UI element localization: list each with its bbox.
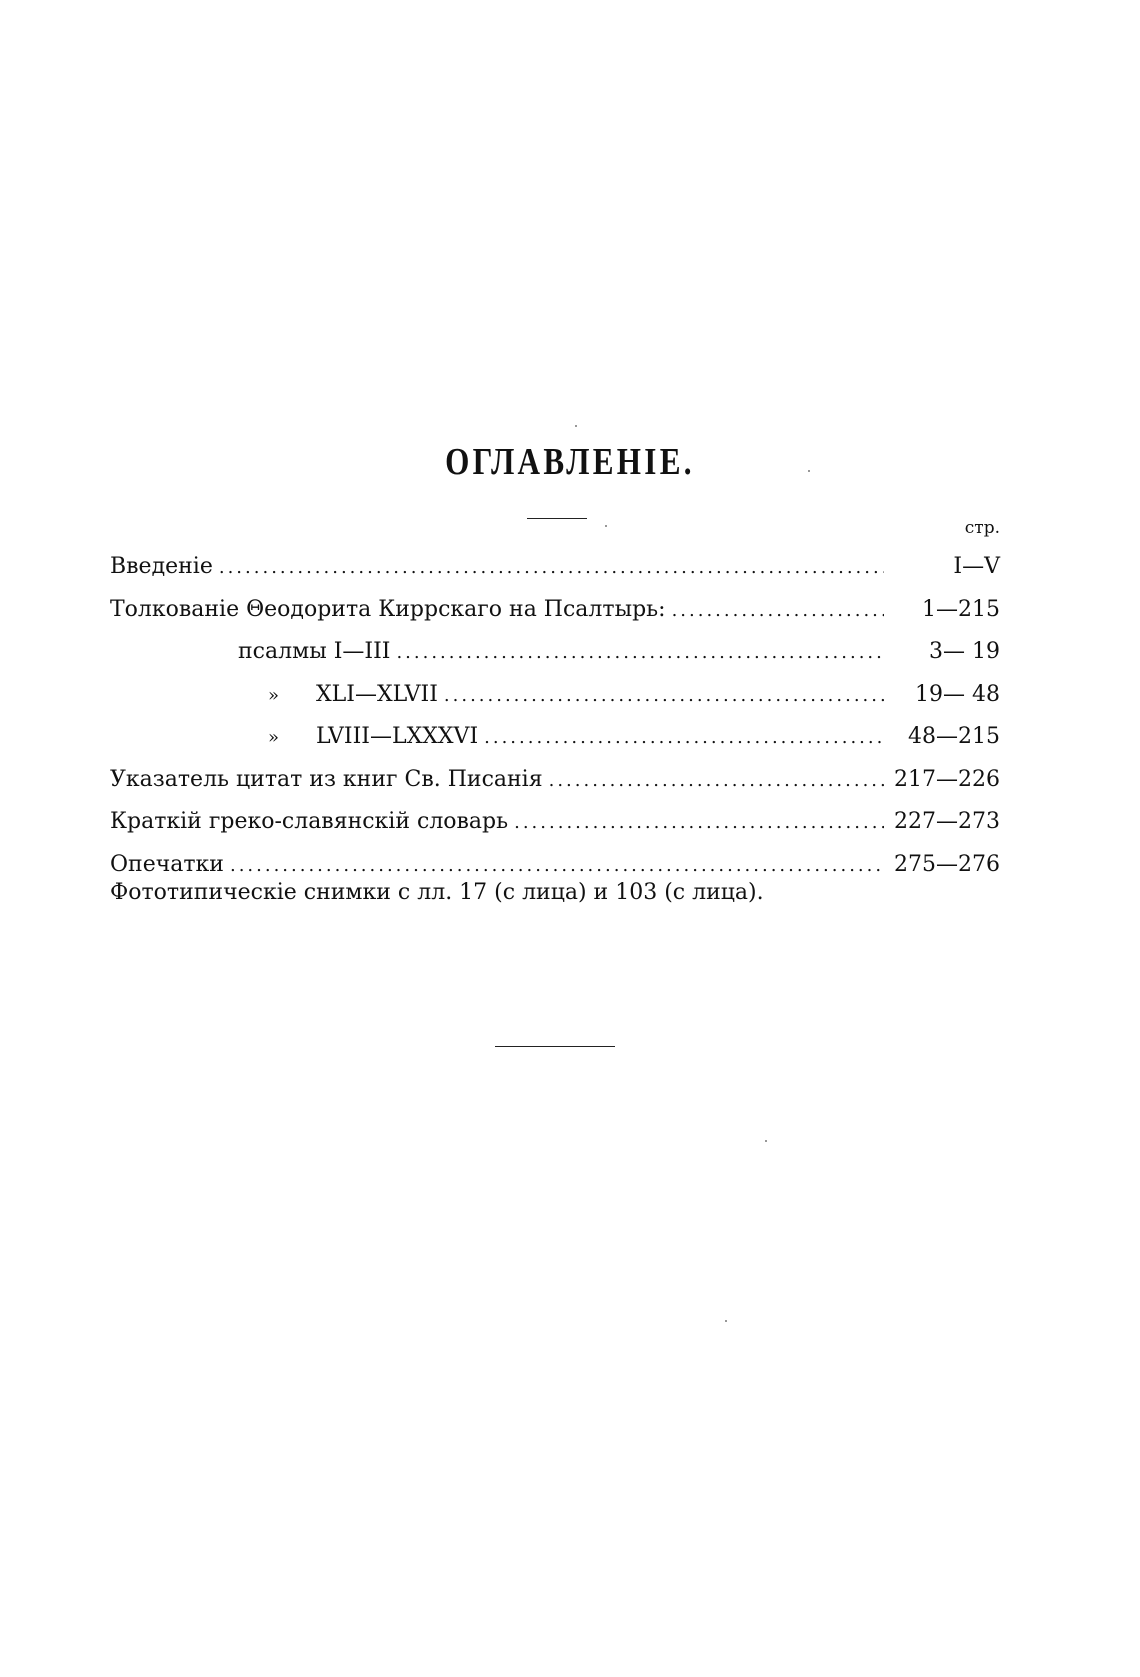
print-speck [575, 425, 577, 427]
print-speck [765, 1140, 767, 1142]
toc-leader-dots [484, 717, 884, 760]
toc-leader-dots [396, 632, 884, 675]
toc-entry-label-wrap [110, 716, 478, 760]
ditto-mark: » [268, 684, 280, 706]
toc-entry-label: Опечатки [110, 851, 224, 877]
toc-entry-label: псалмы I—III [238, 639, 391, 664]
toc-entry-pages: 48—215 [908, 724, 1000, 749]
print-speck [725, 1320, 727, 1322]
toc-leader-dots [672, 590, 884, 633]
toc-entry-label: Краткій греко-славянскій словарь [110, 809, 509, 834]
print-speck [605, 525, 607, 527]
toc-leader-dots [514, 802, 884, 845]
toc-entry-label: Толкованіе Θеодорита Киррскаго на Псалтырь: [110, 596, 666, 622]
toc-entry [110, 801, 1000, 844]
toc-entry-label: LVIII—LXXXVI [316, 724, 479, 749]
toc-subentry [110, 674, 1000, 717]
toc-leader-dots [444, 675, 884, 718]
toc-entry-pages: I—V [953, 554, 1000, 579]
page-column-header: стр. [964, 518, 1000, 538]
toc-entry [110, 759, 1000, 802]
toc-subentry [110, 716, 1000, 759]
toc-entry-pages: 1—215 [922, 596, 1000, 622]
toc-entry-label: Указатель цитат из книг Св. Писанія [110, 766, 543, 792]
toc-entry-label: Введеніе [110, 554, 213, 579]
toc-entry-pages: 275—276 [894, 851, 1000, 877]
page-title: ОГЛАВЛЕНІЕ. [445, 441, 695, 483]
closing-divider [495, 1046, 615, 1047]
title-divider [527, 518, 587, 519]
toc-entry-pages: 217—226 [894, 766, 1000, 792]
ditto-mark: » [268, 727, 280, 748]
toc-entry-pages: 19— 48 [915, 681, 1000, 707]
toc-entry-label-wrap [110, 674, 438, 718]
toc-entry-pages: 3— 19 [929, 639, 1000, 664]
toc-leader-dots [219, 547, 884, 590]
toc-entry [110, 546, 1000, 589]
toc-leader-dots [549, 760, 884, 803]
toc-entry-pages: 227—273 [894, 809, 1000, 834]
footnote: Фототипическіе снимки с лл. 17 (с лица) и 103 (с лица). [110, 880, 764, 905]
table-of-contents [110, 546, 1000, 886]
toc-entry-label: XLI—XLVII [316, 681, 438, 707]
toc-subentry [110, 631, 1000, 674]
toc-entry [110, 589, 1000, 632]
